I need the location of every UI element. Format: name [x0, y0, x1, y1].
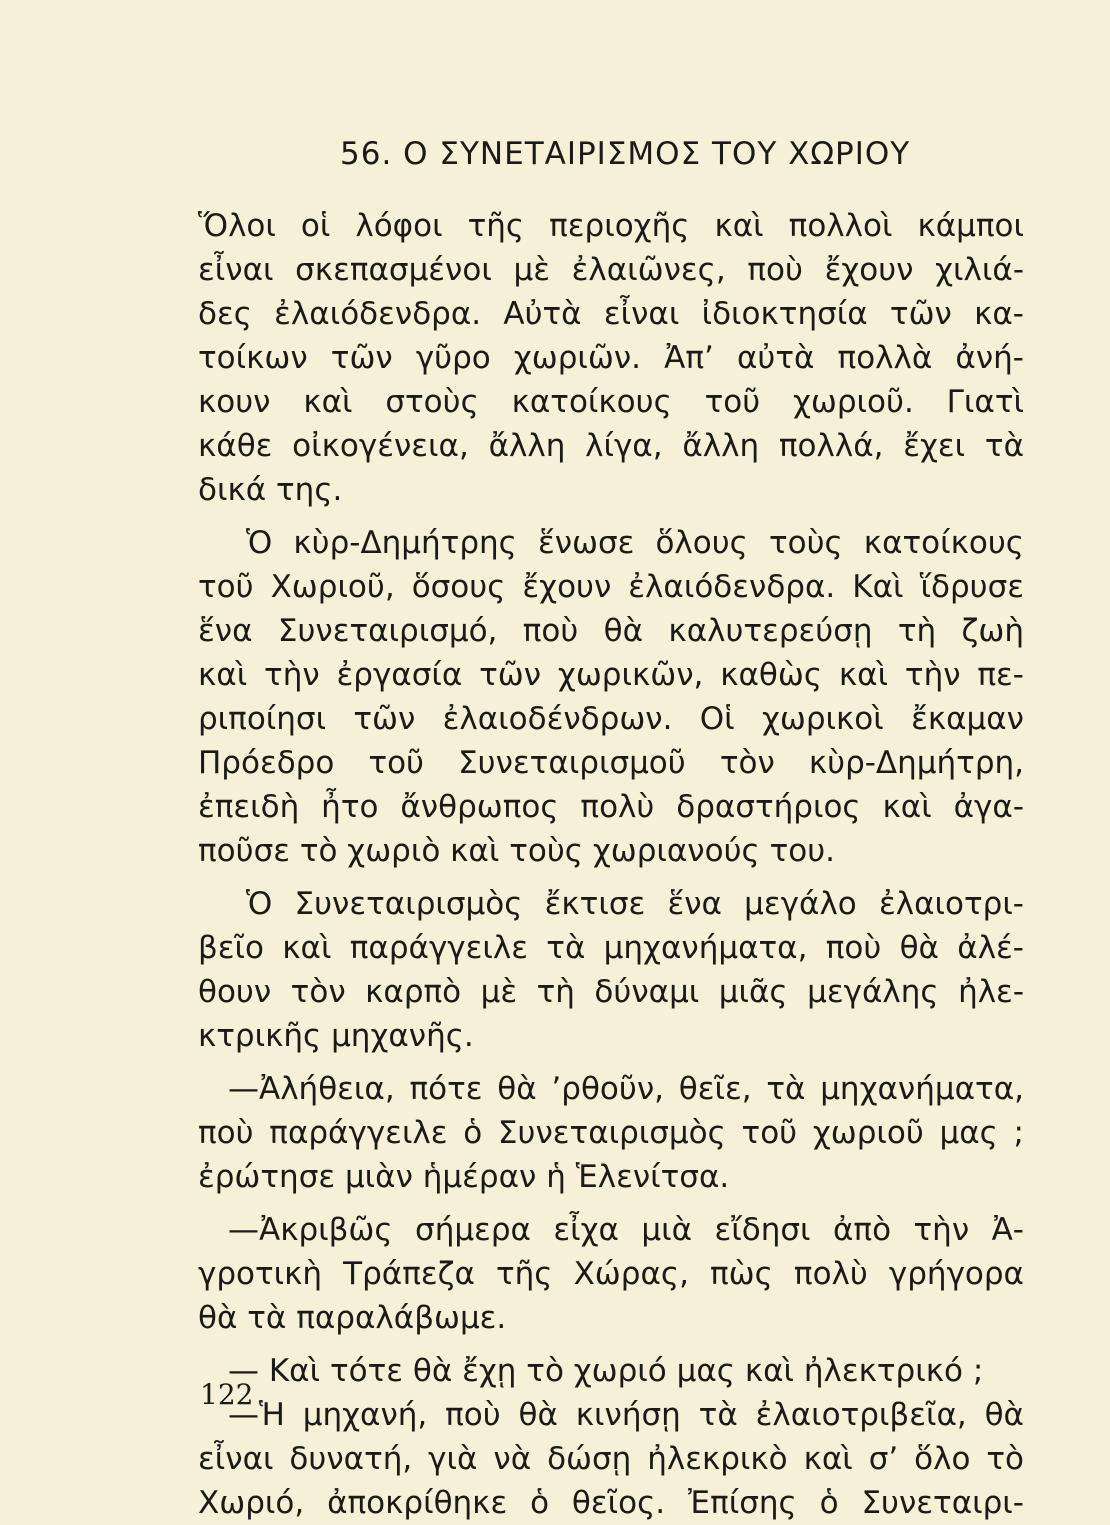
text-line: —Ἀκριβῶς σήμερα εἶχα μιὰ εἴδησι ἀπὸ τὴν Ἀ-: [228, 1212, 1024, 1248]
text-line: — Καὶ τότε θὰ ἔχῃ τὸ χωριό μας καὶ ἠλεκτρικό ;: [228, 1353, 984, 1389]
paragraph: [198, 204, 1024, 512]
text-line: βεῖο καὶ παράγγειλε τὰ μηχανήματα, ποὺ θὰ ἀλέ-: [198, 930, 1024, 966]
text-line: δες ἐλαιόδενδρα. Αὐτὰ εἶναι ἰδιοκτησία τῶν κα-: [198, 296, 1024, 332]
paragraph: [198, 521, 1024, 873]
text-line: θουν τὸν καρπὸ μὲ τὴ δύναμι μιᾶς μεγάλης ἠλε-: [198, 974, 1024, 1010]
chapter-title: 56. Ο ΣΥΝΕΤΑΙΡΙΣΜΟΣ ΤΟΥ ΧΩΡΙΟΥ: [340, 136, 911, 172]
text-line: εἶναι δυνατή, γιὰ νὰ δώσῃ ἠλεκρικὸ καὶ σ’ ὅλο τὸ: [198, 1441, 1024, 1477]
body-text: [198, 204, 1024, 1525]
dialogue-paragraph: [198, 1393, 1024, 1525]
text-line: ποὺ παράγγειλε ὁ Συνεταιρισμὸς τοῦ χωριοῦ μας ;: [198, 1115, 1024, 1151]
text-line: —Ἡ μηχανή, ποὺ θὰ κινήσῃ τὰ ἐλαιοτριβεῖα, θὰ: [228, 1397, 1024, 1433]
text-line: γροτικὴ Τράπεζα τῆς Χώρας, πὼς πολὺ γρήγορα: [198, 1256, 1024, 1292]
text-line: ποῦσε τὸ χωριὸ καὶ τοὺς χωριανούς του.: [198, 833, 835, 869]
text-line: δικά της.: [198, 472, 343, 508]
dialogue-paragraph: [198, 1349, 1024, 1393]
text-line: κτρικῆς μηχανῆς.: [198, 1018, 474, 1054]
text-line: —Ἀλήθεια, πότε θὰ ’ρθοῦν, θεῖε, τὰ μηχανήματα,: [228, 1071, 1024, 1107]
text-line: ἕνα Συνεταιρισμό, ποὺ θὰ καλυτερεύσῃ τὴ ζωὴ: [198, 613, 1024, 649]
text-line: τοίκων τῶν γῦρο χωριῶν. Ἀπ’ αὐτὰ πολλὰ ἀνή-: [198, 340, 1024, 376]
text-line: εἶναι σκεπασμένοι μὲ ἐλαιῶνες, ποὺ ἔχουν χιλιά-: [198, 252, 1024, 288]
dialogue-paragraph: [198, 1208, 1024, 1340]
text-line: Χωριό, ἀποκρίθηκε ὁ θεῖος. Ἐπίσης ὁ Συνεταιρι-: [198, 1485, 1024, 1521]
dialogue-paragraph: [198, 1067, 1024, 1199]
paragraph: [198, 882, 1024, 1058]
text-line: καὶ τὴν ἐργασία τῶν χωρικῶν, καθὼς καὶ τὴν πε-: [198, 657, 1024, 693]
text-line: Πρόεδρο τοῦ Συνεταιρισμοῦ τὸν κὺρ-Δημήτρη,: [198, 745, 1024, 781]
text-line: θὰ τὰ παραλάβωμε.: [198, 1300, 507, 1336]
text-line: κάθε οἰκογένεια, ἄλλη λίγα, ἄλλη πολλά, ἔχει τὰ: [198, 428, 1024, 464]
page-number: 122: [200, 1378, 254, 1411]
text-line: Ὁ Συνεταιρισμὸς ἔκτισε ἕνα μεγάλο ἐλαιοτρι-: [246, 886, 1024, 922]
text-line: ριποίησι τῶν ἐλαιοδένδρων. Οἱ χωρικοὶ ἔκαμαν: [198, 701, 1024, 737]
text-line: ἐπειδὴ ἦτο ἄνθρωπος πολὺ δραστήριος καὶ ἀγα-: [198, 789, 1024, 825]
text-line: κουν καὶ στοὺς κατοίκους τοῦ χωριοῦ. Γιατὶ: [198, 384, 1024, 420]
text-line: Ὅλοι οἱ λόφοι τῆς περιοχῆς καὶ πολλοὶ κάμποι: [198, 208, 1024, 244]
text-line: Ὁ κὺρ-Δημήτρης ἕνωσε ὅλους τοὺς κατοίκους: [246, 525, 1024, 561]
text-line: ἐρώτησε μιὰν ἡμέραν ἡ Ἑλενίτσα.: [198, 1159, 730, 1195]
text-line: τοῦ Χωριοῦ, ὅσους ἔχουν ἐλαιόδενδρα. Καὶ ἵδρυσε: [198, 569, 1024, 605]
